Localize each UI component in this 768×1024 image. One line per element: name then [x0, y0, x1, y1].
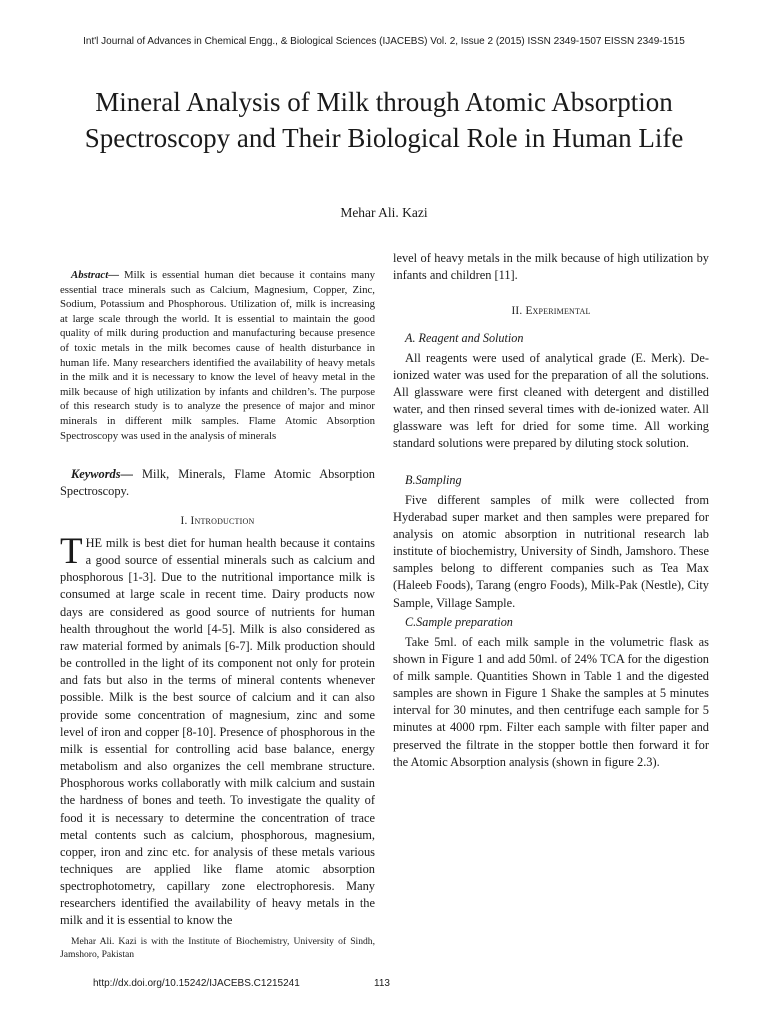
page-number: 113	[374, 978, 390, 989]
section-title: Introduction	[190, 515, 255, 527]
keywords-label: Keywords—	[71, 467, 133, 481]
paper-title: Mineral Analysis of Milk through Atomic Absorption Spectroscopy and Their Biological Role in Human Life	[84, 87, 684, 153]
section-number: II.	[511, 305, 526, 317]
section-title: Experimental	[525, 305, 591, 317]
abstract-text: Milk is essential human diet because it contains many essential trace minerals such as Calcium, Magnesium, Copper, Zinc, Sodium, Potassium and Phosphorous. Utilization of, milk is increasing at large scale through the world. It is essential to maintain the good quality of milk during production and manufacturing because presence of toxic metals in the milk becomes cause of health disturbance in human life. Many researchers identified the availability of heavy metals in the milk and it is necessary to know the level of heavy metal in the milk because of high utilization by infants and children’s. The purpose of this research study is to analyze the presence of major and minor minerals in different milk samples. Flame Atomic Absorption Spectroscopy was used in the analysis of minerals	[60, 269, 375, 442]
subsection-text-reagent: All reagents were used of analytical grade (E. Merk). De-ionized water was used for the preparation of all the solutions. All glassware were first cleaned with detergent and distilled water, and then rinsed several times with de-ionized water. All glassware was left for dried for some time. All working standard solutions were prepared by diluting stock solution.	[393, 351, 709, 451]
keywords	[60, 466, 375, 500]
doi-link[interactable]: http://dx.doi.org/10.15242/IJACEBS.C1215241	[93, 978, 300, 989]
abstract	[60, 268, 375, 443]
subsection-heading-reagent: A. Reagent and Solution	[405, 331, 524, 345]
introduction-continuation: level of heavy metals in the milk because of high utilization by infants and children [11].	[393, 251, 709, 283]
running-head: Int'l Journal of Advances in Chemical Engg., & Biological Sciences (IJACEBS) Vol. 2, Issue 2 (2015) ISSN 2349-1507 EISSN 2349-1515	[83, 36, 685, 47]
subsection-heading-sampling: B.Sampling	[405, 473, 462, 487]
author-footnote: Mehar Ali. Kazi is with the Institute of Biochemistry, University of Sindh, Jamshoro, Pakistan	[60, 936, 375, 960]
subsection-text-sampling: Five different samples of milk were collected from Hyderabad super market and then samples were prepared for analysis on atomic absorption in nutritional research lab institute of biochemistry, University of Sindh, Jamshoro. These samples belong to different companies such as Tea Max (Haleeb Foods), Tarang (engro Foods), Milk-Pak (Nestle), City Sample, Village Sample.	[393, 493, 709, 610]
section-heading-experimental	[393, 305, 709, 317]
subsection-text-sample-preparation: Take 5ml. of each milk sample in the volumetric flask as shown in Figure 1 and add 50ml. of 24% TCA for the digestion of milk sample. Quantities Shown in Table 1 and the digested samples are shown in Figure 1 Shake the samples at 5 minutes interval for 30 minutes, and then centrifuge each sample for 5 minutes at 4000 rpm. Filter each sample with filter paper and preserved the filtrate in the stopper bottle then forward it for the Atomic Absorption analysis (shown in figure 2.3).	[393, 635, 709, 769]
drop-cap: T	[60, 531, 83, 572]
author-name: Mehar Ali. Kazi	[340, 205, 428, 220]
introduction-text	[60, 531, 375, 930]
subsection-heading-sample-preparation: C.Sample preparation	[405, 615, 513, 629]
abstract-label: Abstract—	[71, 269, 119, 281]
section-number: I.	[180, 515, 191, 527]
section-heading-introduction	[60, 515, 375, 527]
introduction-body: HE milk is best diet for human health because it contains a good source of essential minerals such as calcium and phosphorous [1-3]. Due to the nutritional importance milk is consumed at large scale in recent time. Dairy products now days are considered as good source of nutrients for human health throughout the world [4-5]. Milk is also considered as raw material formed by animals [6-7]. Milk production should be controlled in the light of its component not only for protein and fats but also in the terms of mineral contents whenever possible. Milk is the best source of calcium and it can also provide some concentration of magnesium, zinc and some level of iron and copper [8-10]. Presence of phosphorous in the milk is essential for controlling acid base balance, energy metabolism and also organizes the cell membrane structure. Phosphorous works collaboratly with milk calcium and sustain the hardness of bones and teeth. To investigate the quality of food it is necessary to determine the concentration of trace metal contents such as calcium, phosphorous, magnesium, copper, iron and zinc etc. for analysis of these metals various techniques are applied like flame atomic absorption spectrophotometry, capillary zone electrophoresis. Many researchers identified the availability of heavy metals in the milk and it is essential to know the	[60, 536, 375, 928]
keywords-text: Milk, Minerals, Flame Atomic Absorption Spectroscopy.	[60, 467, 375, 498]
